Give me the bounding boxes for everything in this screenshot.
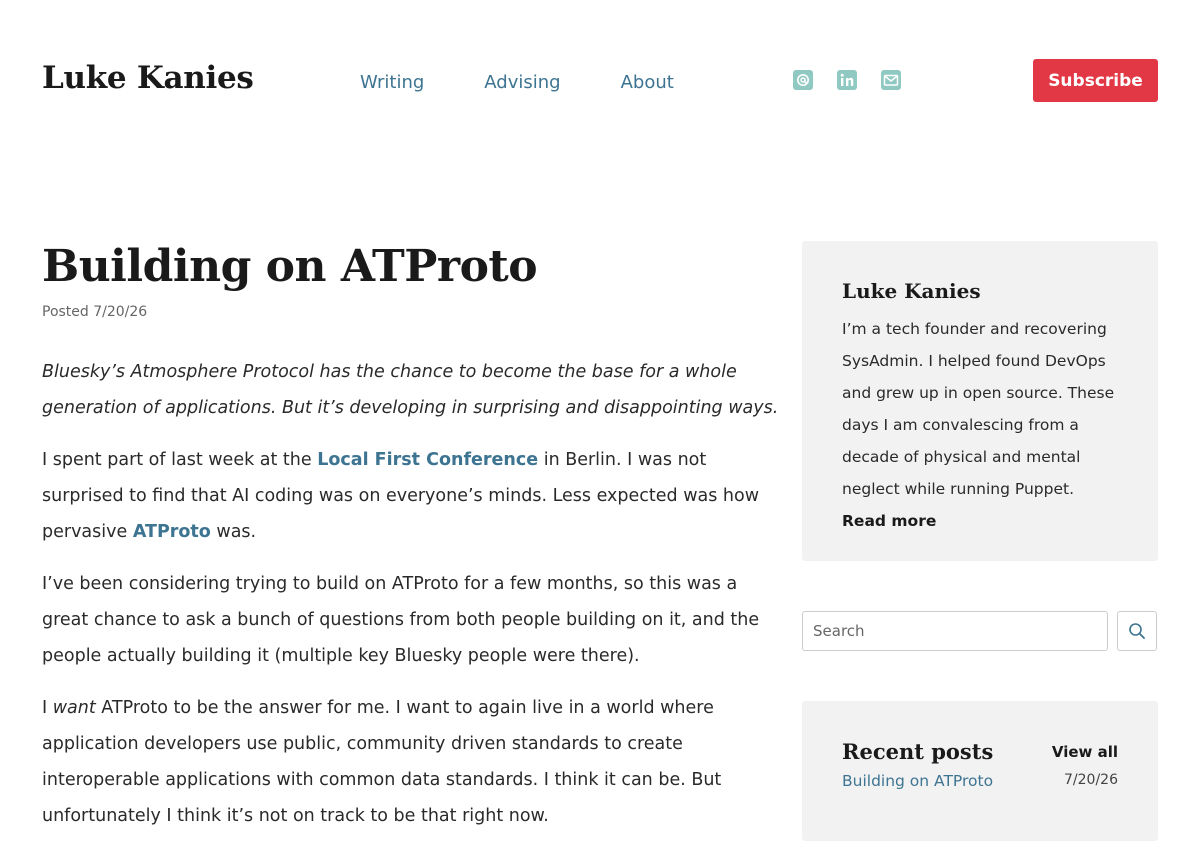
article-lede: Bluesky’s Atmosphere Protocol has the chance to become the base for a whole generation of applications. But it’s developing in surprising and disappointing ways.: [42, 362, 779, 418]
about-text: [842, 313, 1118, 537]
list-item: [842, 772, 1118, 790]
read-more-link[interactable]: Read more: [842, 512, 937, 530]
paragraph-text: in Berlin. I was not surprised to find that AI coding was on everyone’s minds. Less expected was how pervasive: [42, 450, 760, 542]
search-button[interactable]: [1117, 611, 1157, 651]
site-title[interactable]: Luke Kanies: [42, 60, 254, 96]
recent-posts-card: [802, 701, 1158, 841]
recent-posts-heading: Recent posts: [842, 739, 994, 764]
view-all-link[interactable]: View all: [1051, 742, 1118, 761]
about-heading: Luke Kanies: [842, 279, 981, 303]
nav-writing[interactable]: Writing: [360, 72, 425, 93]
paragraph-text: was.: [210, 522, 257, 542]
subscribe-button[interactable]: Subscribe: [1033, 59, 1158, 102]
recent-posts-header: [842, 739, 1118, 764]
article: [42, 236, 782, 850]
search-input[interactable]: [802, 611, 1108, 651]
about-card: [802, 241, 1158, 561]
email-icon[interactable]: [881, 70, 901, 90]
social-links: [793, 70, 925, 90]
nav-about[interactable]: About: [620, 72, 674, 93]
atproto-link[interactable]: ATProto: [132, 522, 211, 542]
page-title: Building on ATProto: [42, 241, 538, 292]
about-description: I’m a tech founder and recovering SysAdmin. I helped found DevOps and grew up in open source. These days I am convalescing from a decade of physical and mental neglect while running Puppet.: [842, 320, 1115, 498]
local-first-conference-link[interactable]: Local First Conference: [317, 450, 539, 470]
search-icon: [1128, 622, 1146, 640]
recent-post-link[interactable]: Building on ATProto: [842, 772, 994, 790]
mastodon-icon[interactable]: [793, 70, 813, 90]
article-paragraph-3: [42, 690, 782, 834]
paragraph-text: I spent part of last week at the: [42, 450, 318, 470]
paragraph-text: ATProto to be the answer for me. I want to again live in a world where application developers use public, community driven standards to create interoperable applications with common data standards. I think it can be. But unfortunately I think it’s not on track to be that right now.: [42, 698, 722, 826]
post-date: Posted 7/20/26: [42, 304, 148, 320]
recent-post-date: 7/20/26: [1064, 772, 1118, 788]
paragraph-text: I: [42, 698, 53, 718]
emphasis-text: want: [52, 698, 96, 718]
linkedin-icon[interactable]: [837, 70, 857, 90]
nav-advising[interactable]: Advising: [484, 72, 561, 93]
main-nav: [360, 72, 734, 93]
article-paragraph-1: [42, 442, 782, 550]
article-paragraph-2: I’ve been considering trying to build on ATProto for a few months, so this was a great chance to ask a bunch of questions from both people building on it, and the people actually building it (multiple key Bluesky people were there).: [42, 574, 760, 666]
